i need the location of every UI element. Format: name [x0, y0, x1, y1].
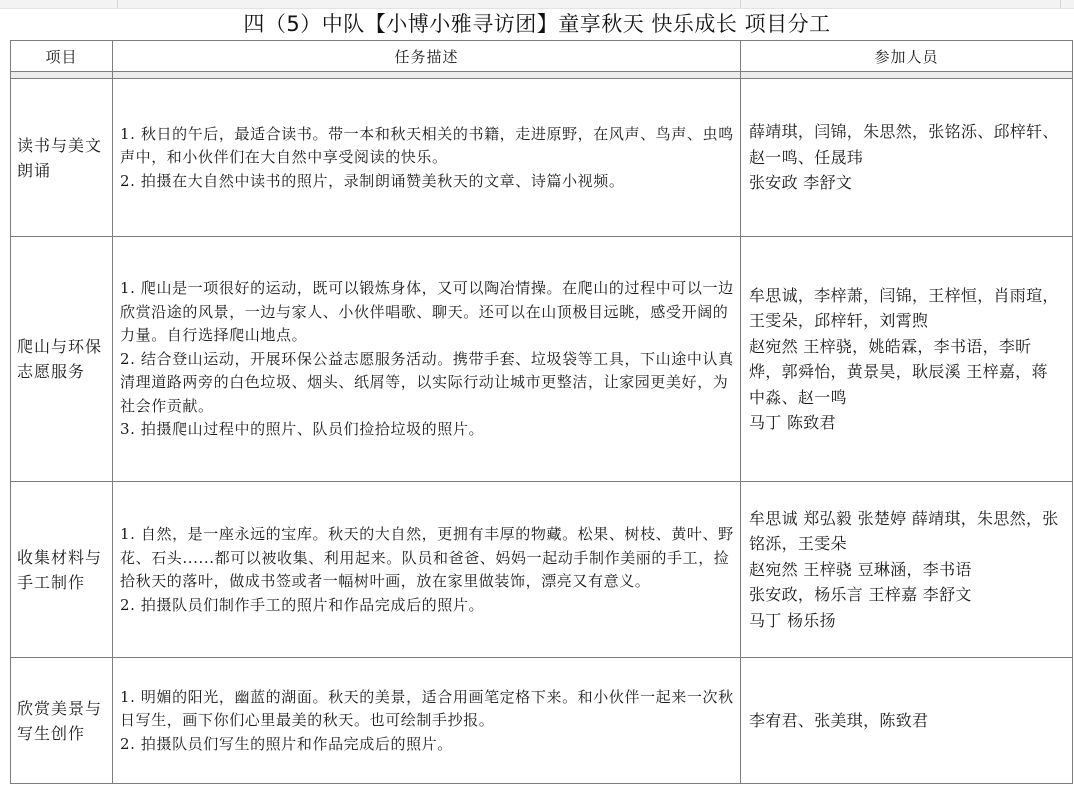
- people-line: 张安政 李舒文: [749, 173, 853, 193]
- desc-cell: [113, 482, 741, 658]
- item-cell: 爬山与环保志愿服务: [11, 237, 113, 482]
- task-table: [10, 40, 1073, 784]
- document-title: 四（5）中队【小博小雅寻访团】童享秋天 快乐成长 项目分工: [243, 12, 831, 36]
- people-line: 薛靖琪，闫锦，朱思然，张铭泺、邱梓轩、赵一鸣、任晟玮: [749, 122, 1059, 167]
- header-people: 参加人员: [741, 41, 1073, 72]
- people-line: 赵宛然 王梓骁 豆琳涵，李书语: [749, 559, 972, 579]
- people-line: 马丁 陈致君: [749, 413, 836, 432]
- desc-paragraph: 1. 爬山是一项很好的运动，既可以锻炼身体，又可以陶冶情操。在爬山的过程中可以一边欣赏沿途的风景，一边与家人、小伙伴唱歌、聊天。还可以在山顶极目远眺，感受开阔的力量。自行选择爬山地点。: [120, 279, 734, 345]
- desc-paragraph: 2. 拍摄队员们制作手工的照片和作品完成后的照片。: [120, 595, 485, 614]
- desc-paragraph: 2. 结合登山运动，开展环保公益志愿服务活动。携带手套、垃圾袋等工具，下山途中认真清理道路两旁的白色垃圾、烟头、纸屑等，以实际行动让城市更整洁，让家园更美好，为社会作贡献。: [120, 349, 734, 415]
- header-item: 项目: [11, 41, 113, 72]
- people-cell: [741, 658, 1073, 784]
- table-row-handcraft: [11, 482, 1073, 658]
- desc-paragraph: 1. 秋日的午后，最适合读书。带一本和秋天相关的书籍，走进原野，在风声、鸟声、虫鸣声中，和小伙伴们在大自然中享受阅读的快乐。: [120, 124, 734, 167]
- table-row-hiking: [11, 237, 1073, 482]
- people-line: 张安政，杨乐言 王梓嘉 李舒文: [749, 585, 972, 605]
- table-header-row: [11, 41, 1073, 72]
- table-row-sketching: [11, 658, 1073, 784]
- desc-paragraph: 3. 拍摄爬山过程中的照片、队员们捡拾垃圾的照片。: [120, 420, 485, 439]
- people-cell: [741, 79, 1073, 237]
- people-cell: [741, 237, 1073, 482]
- item-cell: 读书与美文朗诵: [11, 79, 113, 237]
- people-line: 牟思诚，李梓萧，闫锦，王梓恒，肖雨瑄，王雯朵，邱梓轩，刘霄煦: [749, 285, 1059, 330]
- item-cell: 收集材料与手工制作: [11, 482, 113, 658]
- desc-paragraph: 2. 拍摄在大自然中读书的照片，录制朗诵赞美秋天的文章、诗篇小视频。: [120, 171, 625, 190]
- table-row-reading: [11, 79, 1073, 237]
- header-separator: [11, 72, 1073, 79]
- desc-cell: [113, 658, 741, 784]
- people-cell: [741, 482, 1073, 658]
- desc-paragraph: 1. 明媚的阳光，幽蓝的湖面。秋天的美景，适合用画笔定格下来。和小伙伴一起来一次秋日写生，画下你们心里最美的秋天。也可绘制手抄报。: [120, 687, 734, 730]
- desc-paragraph: 1. 自然，是一座永远的宝库。秋天的大自然，更拥有丰厚的物藏。松果、树枝、黄叶、野花、石头......都可以被收集、利用起来。队员和爸爸、妈妈一起动手制作美丽的手工，捡拾秋天的落叶，做成书签或者一幅树叶画，放在家里做装饰，漂亮又有意义。: [120, 525, 734, 590]
- people-line: 牟思诚 郑弘毅 张楚婷 薛靖琪，朱思然，张铭泺，王雯朵: [749, 508, 1059, 554]
- desc-paragraph: 2. 拍摄队员们写生的照片和作品完成后的照片。: [120, 734, 453, 753]
- people-line: 马丁 杨乐扬: [749, 610, 836, 630]
- item-cell: 欣赏美景与写生创作: [11, 658, 113, 784]
- people-line: 李宥君、张美琪，陈致君: [749, 710, 929, 730]
- desc-cell: [113, 237, 741, 482]
- desc-cell: [113, 79, 741, 237]
- people-line: 赵宛然 王梓骁，姚皓霖，李书语，李昕烨，郭舜怡，黄景昊，耿辰溪 王梓嘉，蒋中淼、赵一鸣: [749, 336, 1048, 407]
- header-desc: 任务描述: [113, 41, 741, 72]
